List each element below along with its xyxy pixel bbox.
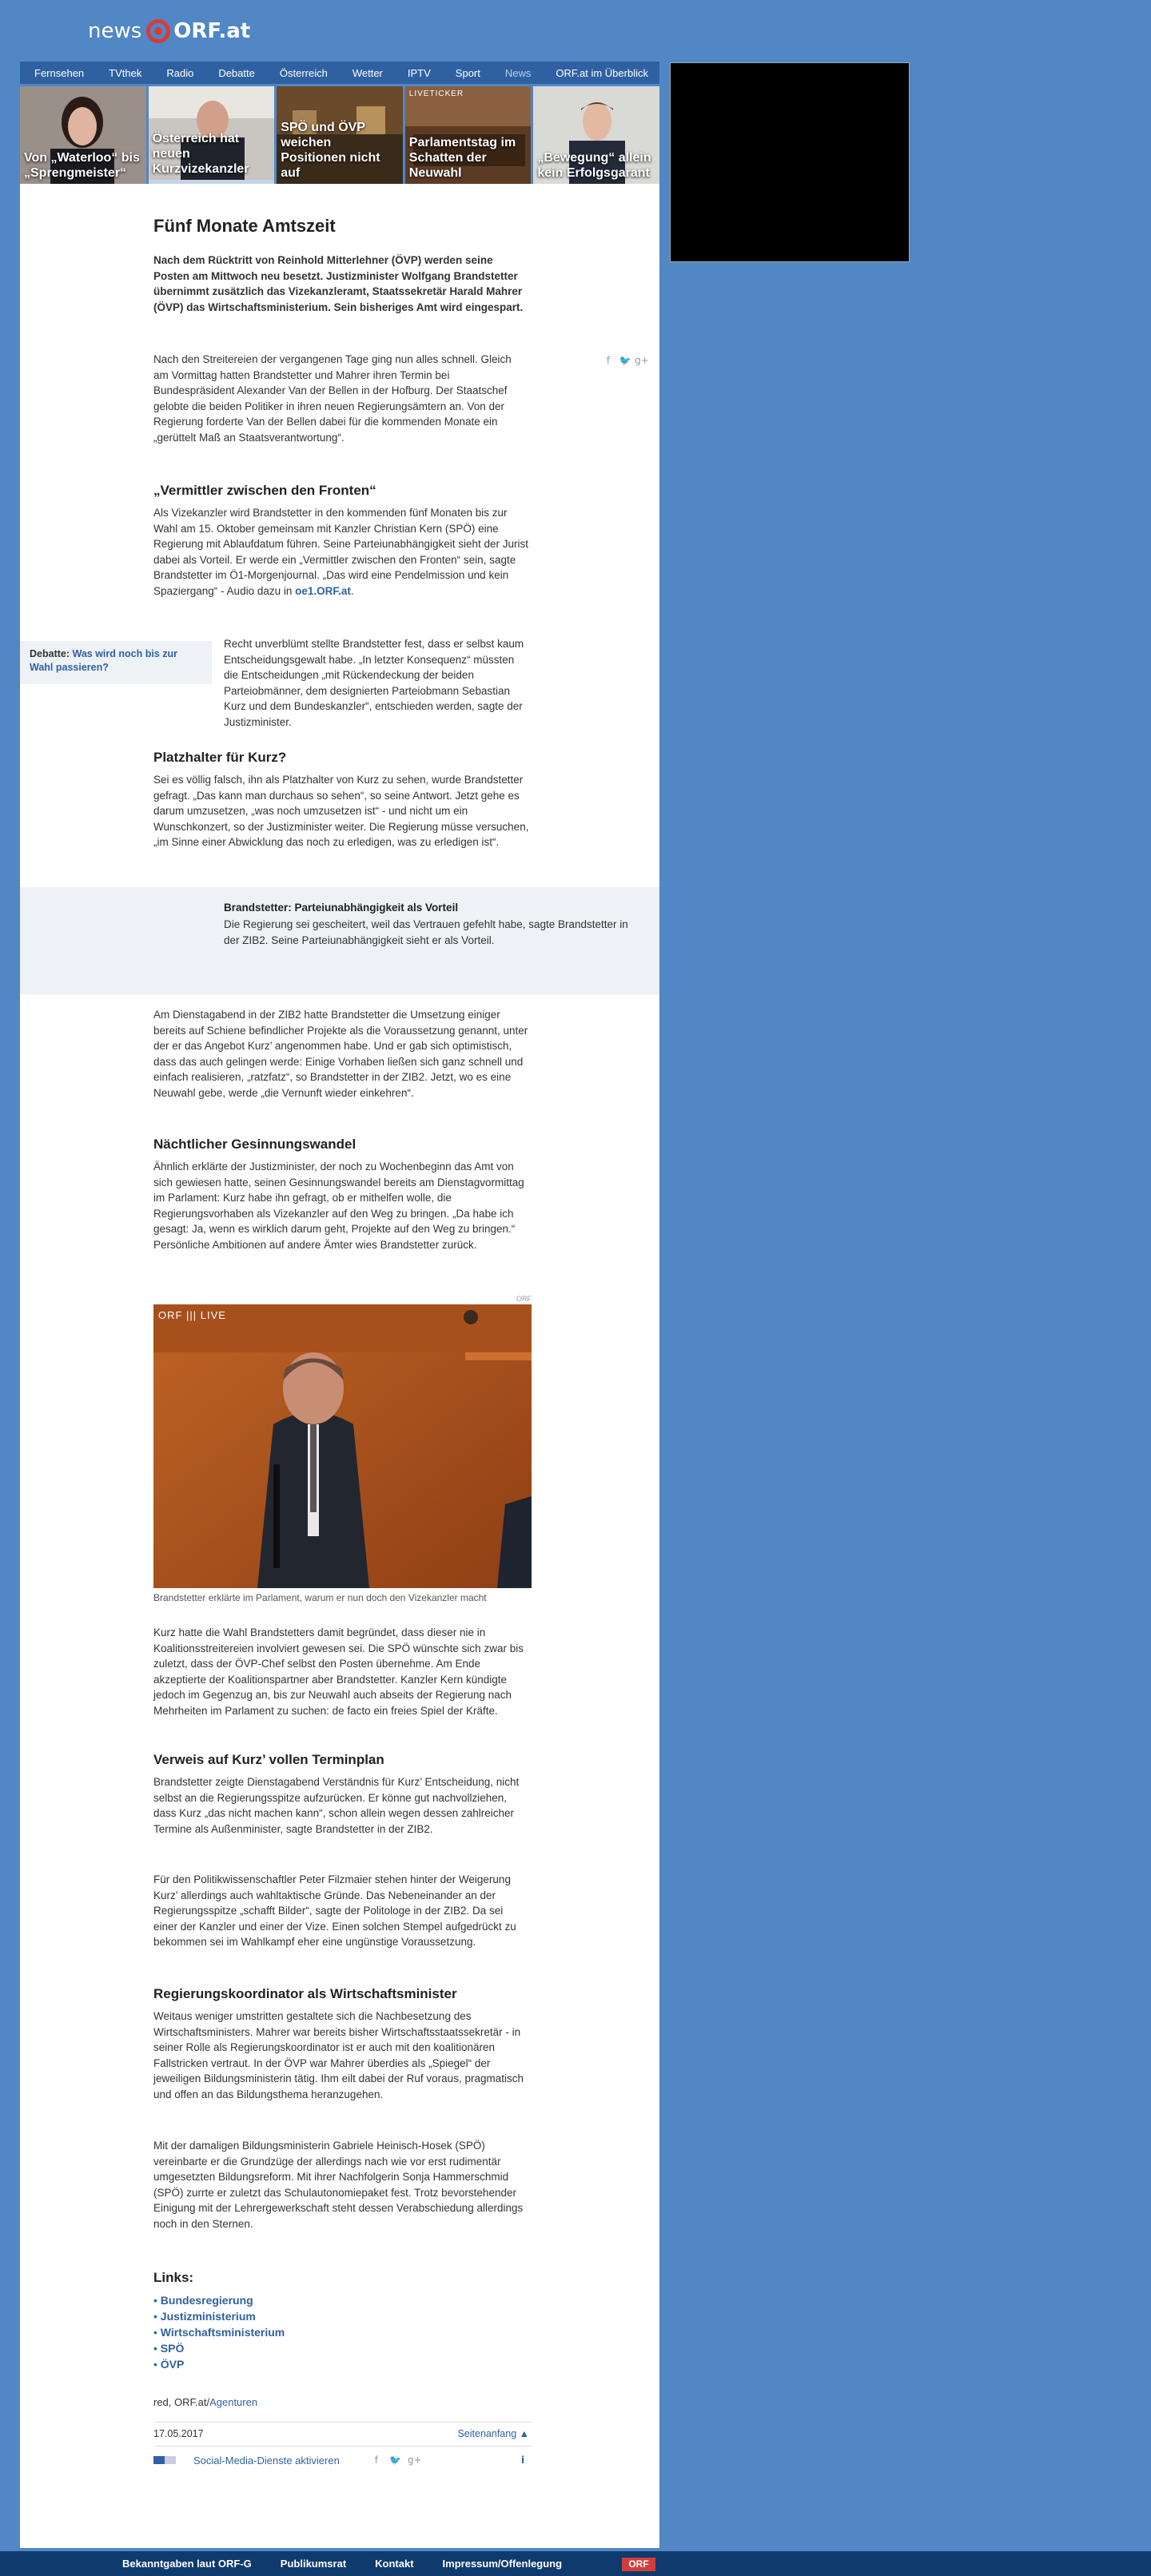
nav-wetter[interactable]: Wetter [352, 66, 383, 79]
nav-tvthek[interactable]: TVthek [109, 66, 142, 79]
article-paragraph-2 [153, 505, 529, 599]
googleplus-icon[interactable]: g+ [635, 355, 649, 366]
heading-vermittler: „Vermittler zwischen den Fronten“ [153, 483, 376, 498]
nav-fernsehen[interactable]: Fernsehen [34, 66, 85, 79]
article-content [20, 184, 659, 2548]
teaser-4[interactable] [405, 86, 532, 184]
nav-news[interactable]: News [504, 66, 532, 79]
orf-news-logo[interactable] [88, 18, 250, 45]
info-icon[interactable]: i [520, 2455, 525, 2466]
logo-orf-text: ORF.at [173, 19, 251, 43]
divider [153, 2422, 532, 2423]
figure-photo [153, 1304, 532, 1588]
teaser-4-tag: LIVETICKER [408, 90, 464, 98]
social-toggle-icon[interactable] [153, 2456, 176, 2464]
oe1-link[interactable]: oe1.ORF.at [295, 584, 351, 597]
links-list [153, 2292, 529, 2372]
link-item [153, 2308, 529, 2324]
teaser-5[interactable] [533, 86, 659, 184]
divider [153, 2446, 532, 2447]
figure-source: ORF [516, 1295, 532, 1303]
heading-platzhalter: Platzhalter für Kurz? [153, 750, 287, 765]
article-paragraph-10: Weitaus weniger umstritten gestaltete sich die Nachbesetzung des Wirtschaftsministers. Mahrer war bereits bisher Wirtschaftsstaatssekretär - in seiner Rolle als Regierungskoordinator ist er auch mit den koalitionären Fallstricken vertraut. In der ÖVP war Mahrer überdies als „Spiegel“ der jeweiligen Bildungsministerin tätig. Ihm eilt dabei der Ruf voraus, pragmatisch und offen an das Bildungsthema heranzugehen. [153, 2010, 524, 2100]
paragraph-2-end: . [350, 584, 354, 597]
article-paragraph-8: Brandstetter zeigte Dienstagabend Verständnis für Kurz’ Entscheidung, nicht selbst an die Regierungsspitze aufzurücken. Er könne gut nachvollziehen, dass Kurz „das nicht machen kann“, schon allein wegen dessen zahlreicher Termine als Außenminister, sagte Brandstetter in der ZIB2. [153, 1776, 520, 1835]
video-text: Die Regierung sei gescheitert, weil das Vertrauen gefehlt habe, sagte Brandstetter in der ZIB2. Seine Parteiunabhängigkeit sieht er als Vorteil. [224, 918, 628, 946]
teaser-1[interactable] [20, 86, 146, 184]
nav-debatte[interactable]: Debatte [218, 66, 255, 79]
link-oevp[interactable]: ÖVP [160, 2358, 185, 2371]
article-paragraph-11: Mit der damaligen Bildungsministerin Gabriele Heinisch-Hosek (SPÖ) vereinbarte er die Grundzüge der allerdings nach wie vor erst rudimentär umgesetzten Bildungsreform. Mit ihrer Nachfolgerin Sonja Hammerschmid (SPÖ) zurrte er zuletzt das Schulautonomiepaket fest. Trotz bevorstehender Einigung mit der Lehrergewerkschaft steht dessen Verabschiedung allerdings noch in den Sternen. [153, 2140, 524, 2230]
links-title: Links: [153, 2270, 194, 2285]
facebook-icon[interactable]: f [374, 2455, 378, 2466]
nav-oesterreich[interactable]: Österreich [279, 66, 328, 79]
link-item [153, 2356, 529, 2372]
back-to-top-link[interactable]: Seitenanfang ▲ [457, 2428, 529, 2439]
article-lead: Nach dem Rücktritt von Reinhold Mitterlehner (ÖVP) werden seine Posten am Mittwoch neu besetzt. Justizminister Wolfgang Brandstetter übernimmt zusätzlich das Vizekanzleramt, Staatssekretär Harald Mahrer (ÖVP) das Wirtschaftsministerium. Sein bisheriges Amt wird eingespart. [153, 254, 524, 313]
link-item [153, 2324, 529, 2340]
article-footer-row [153, 2428, 529, 2439]
paragraph-2-text: Als Vizekanzler wird Brandstetter in den kommenden fünf Monaten bis zur Wahl am 15. Oktober gemeinsam mit Kanzler Christian Kern (SPÖ) eine Regierung mit Ablaufdatum führen. Seine Parteiunabhängigkeit sieht der Jurist dabei als Vorteil. Er werde ein „Vermittler zwischen den Fronten“ sein, sagte Brandstetter im Ö1-Morgenjournal. „Das wird eine Pendelmission und kein Spaziergang“ - Audio dazu in [153, 507, 529, 597]
article-paragraph-3: Recht unverblümt stellte Brandstetter fest, dass er selbst kaum Entscheidungsgewalt habe. „In letzter Konsequenz“ müssten die Entscheidungen „mit Rückendeckung der beiden Parteiobmänner, dem designierten Parteiobmann Sebastian Kurz und dem Bundeskanzler“, entschieden werden, sagte der Justizminister. [224, 638, 524, 728]
orf-live-badge: ORF ||| LIVE [158, 1309, 226, 1321]
figure-caption: Brandstetter erklärte im Parlament, warum er nun doch den Vizekanzler macht [153, 1592, 487, 1603]
footer-link-bekanntgaben[interactable]: Bekanntgaben laut ORF-G [122, 2558, 252, 2570]
nav-radio[interactable]: Radio [166, 66, 194, 79]
link-justizministerium[interactable]: Justizministerium [160, 2310, 256, 2323]
orf-ring-icon [146, 19, 170, 43]
link-wirtschaftsministerium[interactable]: Wirtschaftsministerium [160, 2326, 285, 2339]
teaser-5-caption: „Bewegung“ allein kein Erfolgsgarant [537, 151, 651, 180]
credit-prefix: red, ORF.at/ [153, 2396, 210, 2408]
debatte-box [20, 641, 212, 684]
nav-overview[interactable]: ORF.at im Überblick [556, 66, 648, 79]
article-paragraph-6: Ähnlich erklärte der Justizminister, der noch zu Wochenbeginn das Amt von sich gewiesen hatte, seinen Gesinnungswandel bereits am Dienstagvormittag im Parlament: Kurz habe ihn gefragt, ob er mithelfen wolle, die Regierungsvorhaben als Vizekanzler auf den Weg zu bringen. „Da habe ich gesagt: Ja, wenn es wirklich darum geht, Projekte auf den Weg zu bringen.“ Persönliche Ambitionen auf andere Ämter wies Brandstetter zurück. [153, 1161, 524, 1251]
debatte-label: Debatte: [30, 648, 70, 659]
footer-link-impressum[interactable]: Impressum/Offenlegung [442, 2558, 563, 2570]
credit-agenturen-link[interactable]: Agenturen [209, 2396, 258, 2408]
facebook-icon[interactable]: f [606, 355, 611, 366]
article-paragraph-5: Am Dienstagabend in der ZIB2 hatte Brandstetter die Umsetzung einiger bereits auf Schiene befindlicher Projekte als die Voraussetzung genannt, unter der er das Angebot Kurz’ angenommen habe. Und er gab sich optimistisch, dass das auch gelingen werde: Einige Vorhaben ließen sich ganz schnell und einfach realisieren, „ratzfatz“, so Brandstetter in der ZIB2. Jetzt, wo es eine Neuwahl gebe, werde „die Vernunft wieder einkehren“. [153, 1009, 528, 1099]
teaser-3[interactable] [277, 86, 403, 184]
teaser-4-caption: Parlamentstag im Schatten der Neuwahl [408, 136, 516, 180]
footer-bar [0, 2551, 1151, 2576]
teaser-2-caption: Österreich hat neuen Kurzvizekanzler [152, 132, 249, 176]
footer-link-publikumsrat[interactable]: Publikumsrat [280, 2558, 347, 2570]
figure-photo-svg [153, 1304, 532, 1588]
article-paragraph-4: Sei es völlig falsch, ihn als Platzhalter von Kurz zu sehen, wurde Brandstetter gefragt. „Das kann man durchaus so sehen“, so seine Antwort. Jetzt gehe es darum umzusetzen, „was noch umzusetzen ist“ - und nicht um ein Wunschkonzert, so der Justizminister weiter. Die Regierung müsse versuchen, „im Sinne einer Abwicklung das noch zu erledigen, was zu erledigen ist“. [153, 774, 529, 848]
social-row [153, 2454, 529, 2467]
link-item [153, 2340, 529, 2356]
ad-placeholder[interactable] [670, 62, 910, 262]
teaser-1-caption: Von „Waterloo“ bis „Sprengmeister“ [24, 151, 140, 180]
twitter-icon[interactable]: 🐦 [389, 2455, 402, 2466]
article-paragraph-7: Kurz hatte die Wahl Brandstetters damit begründet, dass dieser nie in Koalitionsstreitereien involviert gewesen sei. Die SPÖ wünschte sich zwar bis zuletzt, dass der ÖVP-Chef selbst den Posten übernehme. Am Ende akzeptierte der Koalitionspartner aber Brandstetter. Kanzler Kern kündigte jedoch im Gegenzug an, bis zur Neuwahl auch abseits der Regierung nach Mehrheiten im Parlament zu suchen: de facto ein freies Spiel der Kräfte. [153, 1626, 524, 1717]
social-activate-link[interactable]: Social-Media-Dienste aktivieren [193, 2454, 340, 2467]
article-paragraph-9: Für den Politikwissenschaftler Peter Filzmaier stehen hinter der Weigerung Kurz’ allerdings auch wahltaktische Gründe. Das Nebeneinander an der Regierungsspitze „schafft Bilder“, sagte der Politologe in der ZIB2. Da sei einer der Kanzler und einer der Vize. Einen solchen Stempel aufgedrückt zu bekommen sei im Wahlkampf eher eine ungünstige Voraussetzung. [153, 1873, 516, 1948]
video-title: Brandstetter: Parteiunabhängigkeit als Vorteil [224, 902, 459, 914]
teaser-3-caption: SPÖ und ÖVP weichen Positionen nicht auf [281, 121, 380, 180]
heading-terminplan: Verweis auf Kurz’ vollen Terminplan [153, 1752, 384, 1767]
credit-line [153, 2395, 529, 2411]
teaser-strip [20, 86, 659, 184]
nav-iptv[interactable]: IPTV [407, 66, 431, 79]
footer-links [122, 2558, 562, 2570]
video-band [20, 887, 659, 994]
link-item [153, 2292, 529, 2308]
article-title: Fünf Monate Amtszeit [153, 216, 336, 236]
twitter-icon[interactable]: 🐦 [619, 355, 631, 366]
footer-link-kontakt[interactable]: Kontakt [375, 2558, 414, 2570]
heading-regierungskoordinator: Regierungskoordinator als Wirtschaftsminister [153, 1986, 457, 2001]
share-sidebar [602, 354, 648, 367]
logo-news-text: news [88, 19, 142, 43]
article-date: 17.05.2017 [153, 2428, 204, 2439]
heading-gesinnungswandel: Nächtlicher Gesinnungswandel [153, 1137, 356, 1152]
googleplus-icon[interactable]: g+ [407, 2455, 422, 2466]
video-teaser[interactable] [224, 902, 631, 948]
nav-sport[interactable]: Sport [455, 66, 480, 79]
teaser-2[interactable] [149, 86, 275, 184]
article-paragraph-1: Nach den Streitereien der vergangenen Tage ging nun alles schnell. Gleich am Vormittag hatten Brandstetter und Mahrer ihren Termin bei Bundespräsident Alexander Van der Bellen in der Hofburg. Der Staatschef gelobte die beiden Politiker in ihren neuen Regierungsämtern an. Von der Regierung forderte Van der Bellen dabei für die kommenden Monate ein „gerüttelt Maß an Staatsverantwortung“. [153, 353, 512, 444]
link-spoe[interactable]: SPÖ [160, 2342, 185, 2355]
link-bundesregierung[interactable]: Bundesregierung [160, 2294, 253, 2307]
article-figure [153, 1295, 532, 1604]
main-nav [20, 62, 659, 84]
orf-footer-logo[interactable]: ORF [622, 2558, 655, 2571]
debatte-link[interactable]: Was wird noch bis zur Wahl passieren? [30, 648, 177, 673]
